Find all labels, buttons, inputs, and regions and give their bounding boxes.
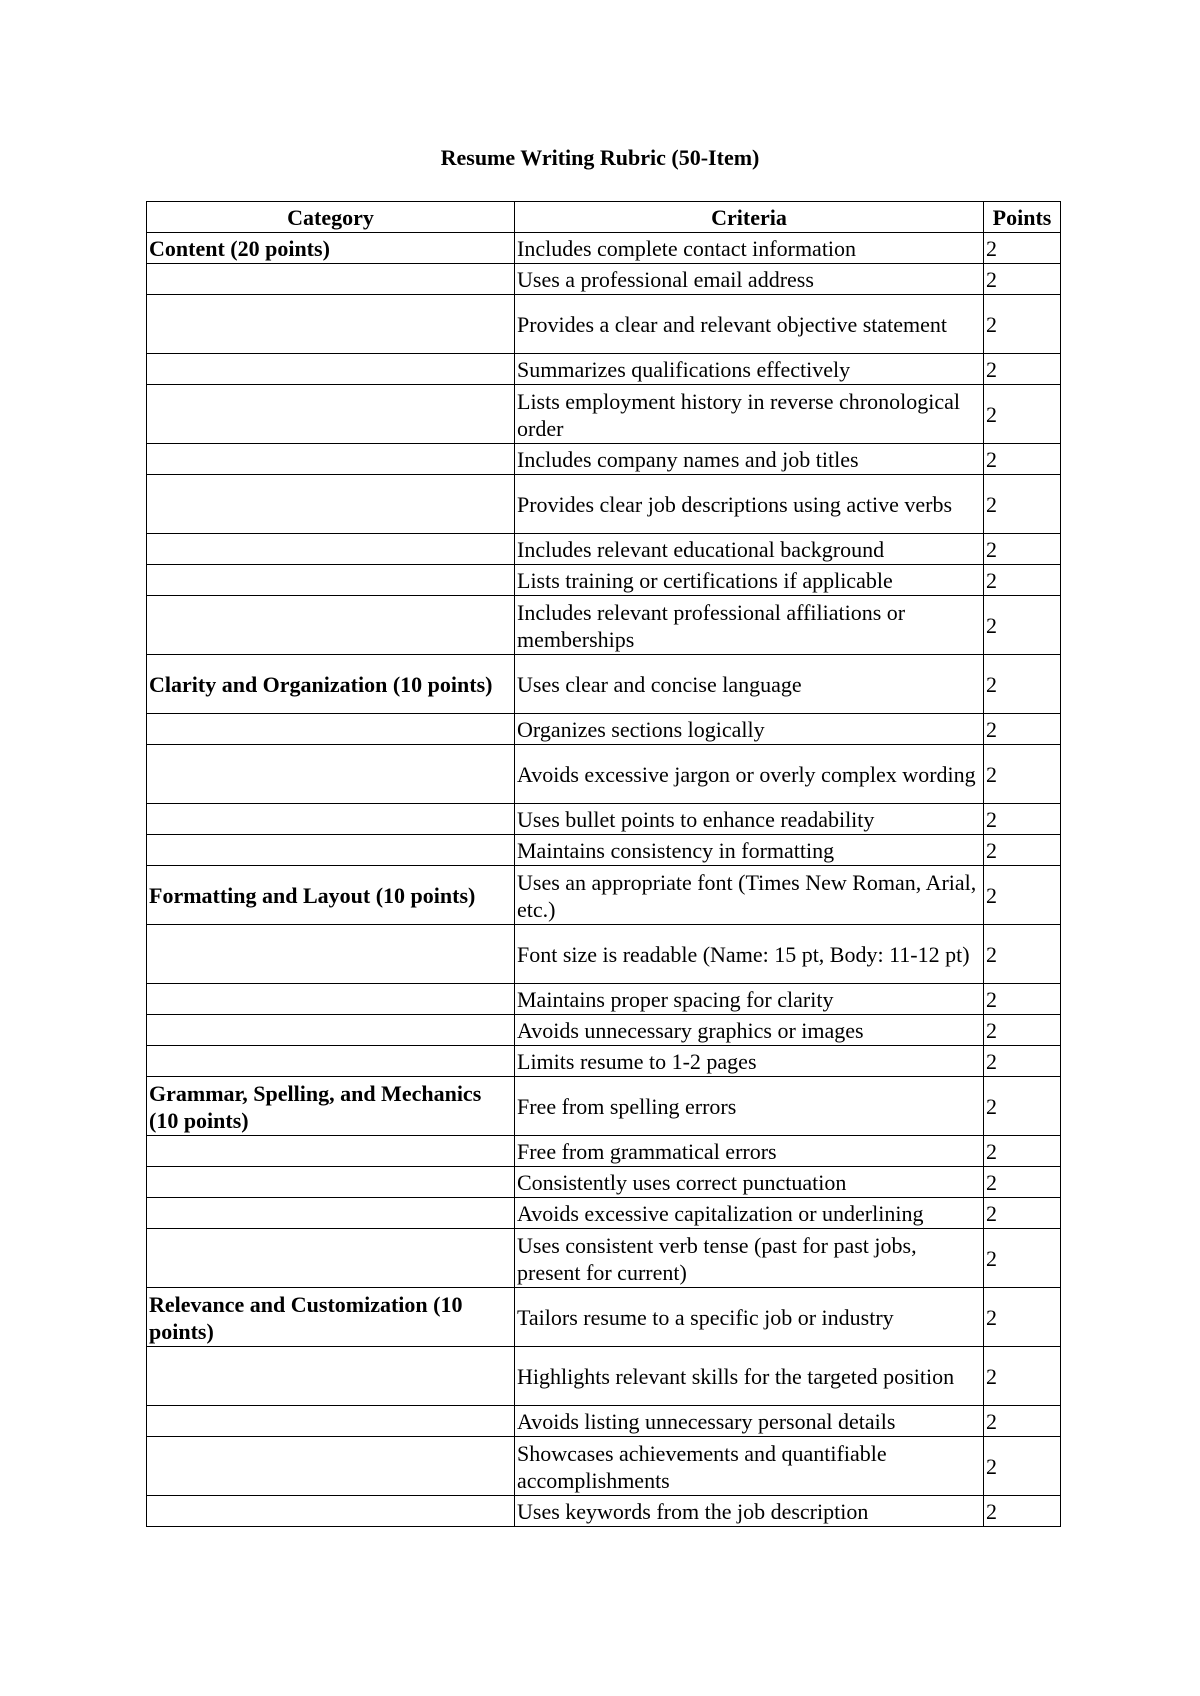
table-row <box>147 1437 1061 1496</box>
criteria-cell: Tailors resume to a specific job or industry <box>515 1288 984 1347</box>
points-cell: 2 <box>984 1136 1061 1167</box>
table-row <box>147 1046 1061 1077</box>
table-row <box>147 655 1061 714</box>
table-row <box>147 475 1061 534</box>
category-cell: Clarity and Organization (10 points) <box>147 655 515 714</box>
points-cell: 2 <box>984 444 1061 475</box>
category-cell <box>147 1406 515 1437</box>
criteria-cell: Avoids excessive capitalization or underlining <box>515 1198 984 1229</box>
points-cell: 2 <box>984 984 1061 1015</box>
category-cell <box>147 1229 515 1288</box>
header-points: Points <box>984 202 1061 233</box>
category-cell <box>147 835 515 866</box>
criteria-cell: Provides clear job descriptions using active verbs <box>515 475 984 534</box>
header-category: Category <box>147 202 515 233</box>
table-row <box>147 745 1061 804</box>
category-cell <box>147 1437 515 1496</box>
table-row <box>147 385 1061 444</box>
criteria-cell: Includes complete contact information <box>515 233 984 264</box>
points-cell: 2 <box>984 1406 1061 1437</box>
points-cell: 2 <box>984 1046 1061 1077</box>
criteria-cell: Free from grammatical errors <box>515 1136 984 1167</box>
table-row <box>147 1136 1061 1167</box>
category-cell <box>147 534 515 565</box>
criteria-cell: Maintains proper spacing for clarity <box>515 984 984 1015</box>
points-cell: 2 <box>984 655 1061 714</box>
table-row <box>147 1198 1061 1229</box>
criteria-cell: Consistently uses correct punctuation <box>515 1167 984 1198</box>
table-row <box>147 1347 1061 1406</box>
table-row <box>147 354 1061 385</box>
table-row <box>147 444 1061 475</box>
criteria-cell: Lists employment history in reverse chronological order <box>515 385 984 444</box>
criteria-cell: Uses a professional email address <box>515 264 984 295</box>
criteria-cell: Highlights relevant skills for the targeted position <box>515 1347 984 1406</box>
table-row <box>147 804 1061 835</box>
criteria-cell: Free from spelling errors <box>515 1077 984 1136</box>
category-cell <box>147 475 515 534</box>
category-cell <box>147 714 515 745</box>
points-cell: 2 <box>984 264 1061 295</box>
points-cell: 2 <box>984 714 1061 745</box>
criteria-cell: Font size is readable (Name: 15 pt, Body: 11-12 pt) <box>515 925 984 984</box>
criteria-cell: Uses keywords from the job description <box>515 1496 984 1527</box>
category-cell <box>147 1347 515 1406</box>
criteria-cell: Maintains consistency in formatting <box>515 835 984 866</box>
table-row <box>147 1288 1061 1347</box>
category-cell <box>147 596 515 655</box>
table-row <box>147 596 1061 655</box>
category-cell <box>147 804 515 835</box>
criteria-cell: Includes relevant professional affiliations or memberships <box>515 596 984 655</box>
points-cell: 2 <box>984 565 1061 596</box>
table-row <box>147 233 1061 264</box>
criteria-cell: Uses clear and concise language <box>515 655 984 714</box>
criteria-cell: Lists training or certifications if applicable <box>515 565 984 596</box>
points-cell: 2 <box>984 596 1061 655</box>
table-row <box>147 1496 1061 1527</box>
category-cell <box>147 264 515 295</box>
points-cell: 2 <box>984 233 1061 264</box>
points-cell: 2 <box>984 354 1061 385</box>
points-cell: 2 <box>984 1167 1061 1198</box>
table-row <box>147 714 1061 745</box>
criteria-cell: Includes company names and job titles <box>515 444 984 475</box>
points-cell: 2 <box>984 1496 1061 1527</box>
criteria-cell: Limits resume to 1-2 pages <box>515 1046 984 1077</box>
criteria-cell: Includes relevant educational background <box>515 534 984 565</box>
criteria-cell: Avoids excessive jargon or overly complex wording <box>515 745 984 804</box>
table-row <box>147 1015 1061 1046</box>
criteria-cell: Uses bullet points to enhance readability <box>515 804 984 835</box>
table-row <box>147 1077 1061 1136</box>
points-cell: 2 <box>984 1229 1061 1288</box>
points-cell: 2 <box>984 1347 1061 1406</box>
table-row <box>147 295 1061 354</box>
table-row <box>147 534 1061 565</box>
points-cell: 2 <box>984 866 1061 925</box>
page-title: Resume Writing Rubric (50-Item) <box>440 145 760 170</box>
category-cell <box>147 385 515 444</box>
category-cell <box>147 565 515 596</box>
points-cell: 2 <box>984 835 1061 866</box>
points-cell: 2 <box>984 1437 1061 1496</box>
table-header-row <box>147 202 1061 233</box>
rubric-table <box>146 201 1061 1527</box>
category-cell <box>147 1496 515 1527</box>
table-row <box>147 264 1061 295</box>
criteria-cell: Avoids unnecessary graphics or images <box>515 1015 984 1046</box>
criteria-cell: Uses an appropriate font (Times New Roman, Arial, etc.) <box>515 866 984 925</box>
category-cell <box>147 1167 515 1198</box>
points-cell: 2 <box>984 925 1061 984</box>
table-row <box>147 1406 1061 1437</box>
category-cell <box>147 1015 515 1046</box>
table-row <box>147 1229 1061 1288</box>
category-cell <box>147 295 515 354</box>
table-row <box>147 984 1061 1015</box>
header-criteria: Criteria <box>515 202 984 233</box>
table-row <box>147 835 1061 866</box>
points-cell: 2 <box>984 475 1061 534</box>
table-row <box>147 565 1061 596</box>
category-cell <box>147 354 515 385</box>
category-cell: Grammar, Spelling, and Mechanics (10 points) <box>147 1077 515 1136</box>
criteria-cell: Summarizes qualifications effectively <box>515 354 984 385</box>
table-row <box>147 1167 1061 1198</box>
category-cell <box>147 1198 515 1229</box>
points-cell: 2 <box>984 1015 1061 1046</box>
category-cell <box>147 984 515 1015</box>
category-cell: Formatting and Layout (10 points) <box>147 866 515 925</box>
criteria-cell: Uses consistent verb tense (past for past jobs, present for current) <box>515 1229 984 1288</box>
points-cell: 2 <box>984 1077 1061 1136</box>
points-cell: 2 <box>984 385 1061 444</box>
table-row <box>147 925 1061 984</box>
category-cell <box>147 925 515 984</box>
points-cell: 2 <box>984 295 1061 354</box>
table-row <box>147 866 1061 925</box>
category-cell <box>147 1046 515 1077</box>
points-cell: 2 <box>984 745 1061 804</box>
points-cell: 2 <box>984 1198 1061 1229</box>
criteria-cell: Showcases achievements and quantifiable accomplishments <box>515 1437 984 1496</box>
category-cell <box>147 444 515 475</box>
category-cell: Relevance and Customization (10 points) <box>147 1288 515 1347</box>
criteria-cell: Provides a clear and relevant objective statement <box>515 295 984 354</box>
category-cell <box>147 1136 515 1167</box>
criteria-cell: Avoids listing unnecessary personal details <box>515 1406 984 1437</box>
category-cell <box>147 745 515 804</box>
points-cell: 2 <box>984 804 1061 835</box>
category-cell: Content (20 points) <box>147 233 515 264</box>
points-cell: 2 <box>984 1288 1061 1347</box>
criteria-cell: Organizes sections logically <box>515 714 984 745</box>
points-cell: 2 <box>984 534 1061 565</box>
